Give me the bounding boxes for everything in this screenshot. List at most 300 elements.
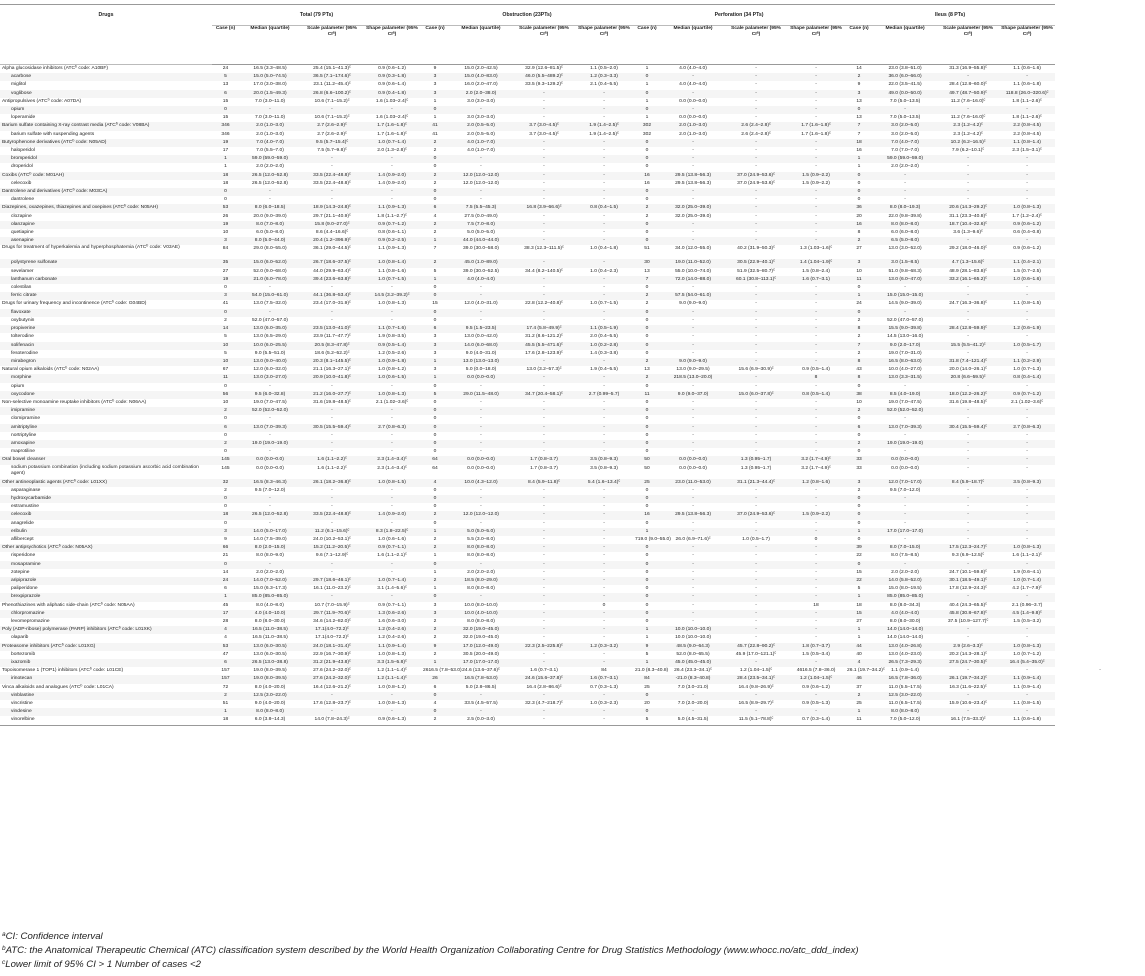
scale-cell: - — [725, 155, 787, 163]
scale-cell: - — [543, 635, 545, 641]
median-cell: 4.0 (4.0–4.0) — [679, 82, 707, 88]
shape-cell: - — [575, 708, 633, 716]
scale-cell: 1.7 (0.8–3.7) — [530, 465, 558, 471]
scale-cell: - — [725, 309, 787, 317]
median-cell: - — [661, 561, 725, 569]
scale-cell: - — [937, 495, 999, 503]
scale-cell: - — [755, 399, 757, 405]
table-row — [0, 684, 1145, 692]
median-cell: - — [692, 569, 694, 575]
shape-cell: 2.2 (0.8–4.5) — [1013, 131, 1041, 137]
case-cell: 38 — [845, 391, 873, 399]
shape-cell: - — [815, 66, 817, 71]
shape-cell: - — [787, 90, 845, 98]
shape-cell: - — [787, 325, 845, 333]
shape-cell: - — [363, 708, 421, 716]
case-cell: 9 — [857, 82, 861, 88]
shape-cell: - — [363, 561, 421, 569]
case-cell: 0 — [433, 317, 437, 323]
median-header: Median (quartile) — [873, 26, 937, 65]
shape-cell: - — [603, 197, 605, 203]
scale-cell: - — [725, 708, 787, 716]
shape-cell: 1.2 (0.4–2.6) — [378, 635, 406, 641]
median-cell: 26.5 (12.0–52.8) — [239, 172, 301, 180]
scale-cell: - — [755, 602, 757, 608]
median-cell: - — [692, 586, 694, 592]
case-cell: 3 — [212, 528, 239, 536]
case-cell: 0 — [645, 432, 649, 438]
shape-cell: - — [787, 593, 845, 601]
median-cell: 8.0 (8.0–9.0) — [256, 553, 284, 559]
scale-cell: 48.9 $(28.1-83.8)^c$ — [949, 266, 987, 274]
drug-name-cell: Other antipsychotics (ATC$^b$ code: N05AX) — [0, 544, 212, 552]
table-row — [0, 659, 1145, 667]
median-cell: 13.0 (7.0–39.3) — [873, 424, 937, 432]
table-row — [0, 276, 1145, 284]
shape-cell: - — [1026, 432, 1028, 438]
shape-cell: 3.2 $(1.7-4.9)^c$ — [787, 456, 845, 464]
median-cell: 4.0 (1.0–7.0) — [449, 139, 513, 147]
shape-cell: - — [575, 172, 633, 180]
shape-cell: 16.4 $(5.4-35.0)^c$ — [999, 659, 1055, 667]
median-cell: 57.5 (54.0–61.0) — [661, 292, 725, 300]
median-cell: - — [904, 416, 906, 422]
shape-cell: - — [787, 358, 845, 366]
table-row — [0, 585, 1145, 593]
median-cell: 12.5 (3.0–22.0) — [873, 692, 937, 700]
median-cell: 1.1 (0.9–1.4) — [891, 668, 919, 674]
case-cell: 1 — [421, 358, 449, 366]
scale-cell: - — [513, 708, 575, 716]
table-row — [0, 188, 1145, 196]
scale-cell: 34.6 $(14.2-82.0)^c$ — [313, 617, 351, 624]
case-cell: 1 — [633, 626, 661, 634]
scale-cell: 40.2 $(31.9-50.3)^c$ — [737, 244, 775, 252]
scale-cell: 20.0 $(14.0-26.1)^c$ — [949, 365, 987, 373]
scale-cell: 20.3 $(8.1-145.5)^c$ — [301, 358, 363, 366]
median-cell: 5.0 (5.0–5.0) — [449, 528, 513, 536]
drug-name-cell: Butyrophenone derivatives (ATC$^b$ code: N05AD) — [0, 139, 212, 147]
median-cell: 55.0 (10.0–74.0) — [675, 268, 711, 274]
shape-cell: - — [391, 487, 393, 493]
case-cell: 13 — [222, 82, 229, 88]
median-cell: 16.5 (7.8–53.0) — [449, 675, 513, 683]
drug-name-cell: haloperidol — [11, 148, 35, 154]
median-cell: 15.0 (2.0–42.5) — [464, 66, 498, 71]
scale-cell: - — [543, 213, 545, 219]
scale-cell: 11.5 $(5.1-78.8)^c$ — [725, 716, 787, 725]
case-cell: 0 — [633, 309, 661, 317]
scale-cell: - — [937, 155, 999, 163]
scale-cell: - — [937, 626, 999, 634]
case-cell: 2 — [857, 350, 861, 356]
table-row — [0, 259, 1145, 267]
median-cell: 72.0 (14.0–88.0) — [661, 276, 725, 284]
case-cell: 0 — [845, 495, 873, 503]
scale-cell: - — [937, 456, 999, 464]
drug-name-cell: Barium sulfate containing X-ray contrast media (ATC$^b$ code: V08BA) — [0, 122, 212, 130]
median-cell: 12.5 (3.0–22.0) — [239, 692, 301, 700]
drug-name-cell: ixazomib — [0, 659, 212, 667]
scale-cell: - — [543, 399, 545, 405]
case-cell: 7 — [857, 131, 861, 137]
scale-cell: 1.3 (0.95–1.7) — [740, 465, 772, 471]
case-cell: 1 — [421, 276, 449, 284]
median-cell: 19.0 (7.0–31.0) — [888, 350, 922, 356]
scale-cell: 45.7 $(22.8-90.2)^c$ — [725, 643, 787, 651]
median-cell: - — [480, 449, 482, 455]
median-cell: 8.0 (4.0–20.0) — [254, 684, 286, 690]
case-cell: 2 — [433, 148, 437, 154]
shape-cell: - — [999, 626, 1055, 634]
scale-cell: 9.3 $(6.9-12.5)^c$ — [951, 551, 985, 559]
scale-cell: - — [725, 440, 787, 448]
median-cell: 14.0 (5.0–17.0) — [239, 528, 301, 536]
median-cell: 13.0 (7.5–32.0) — [253, 301, 287, 307]
scale-cell: 30.4 $(15.5-59.4)^c$ — [937, 424, 999, 432]
shape-cell: 0.8 (0.4–1.5) — [575, 204, 633, 212]
case-cell: 0 — [857, 520, 861, 526]
median-cell: 0.0 (0.0–0.0) — [679, 98, 707, 104]
table-row — [0, 196, 1145, 204]
scale-cell: 36.1 $(29.0-44.5)^c$ — [313, 244, 351, 252]
case-cell: 157 — [212, 675, 239, 683]
median-cell: - — [661, 155, 725, 163]
case-cell: 0 — [633, 188, 661, 196]
shape-cell: - — [787, 155, 845, 163]
drug-name-cell: loperamide — [11, 115, 36, 121]
drug-name-cell: nortriptyline — [11, 432, 37, 438]
shape-cell: - — [999, 106, 1055, 114]
case-cell: 0 — [645, 383, 649, 389]
case-cell: 0 — [433, 285, 437, 291]
table-row — [0, 391, 1145, 399]
shape-cell: - — [1026, 285, 1028, 291]
median-cell: 8.0 (2.0–15.0) — [239, 544, 301, 552]
case-cell: 16 — [633, 172, 661, 180]
shape-cell: - — [815, 301, 817, 307]
shape-cell: - — [815, 115, 817, 121]
case-cell: 2 — [845, 440, 873, 448]
case-cell: 0 — [645, 197, 649, 203]
case-cell: 1 — [224, 164, 227, 170]
case-cell: 10 — [222, 230, 229, 236]
case-cell: 0 — [421, 440, 449, 448]
case-cell: 0 — [421, 424, 449, 432]
shape-cell: 1.0 (0.7–1.3) — [1013, 367, 1041, 373]
shape-cell: 1.9 (0.4–5.5) — [590, 367, 618, 373]
shape-cell: 1.9 (0.8–3.5) — [378, 334, 406, 340]
median-cell: - — [661, 424, 725, 432]
shape-cell: 2.3 $(1.4-3.4)^c$ — [377, 463, 407, 471]
table-row — [0, 155, 1145, 163]
scale-cell: 16.8 $(3.9-66.6)^c$ — [513, 204, 575, 212]
scale-cell: - — [937, 73, 999, 81]
scale-cell: - — [725, 407, 787, 415]
case-cell: 0 — [633, 544, 661, 552]
shape-cell: - — [603, 180, 605, 186]
drug-name-cell: clomipramine — [11, 416, 41, 422]
drug-name-cell: eribulin — [0, 528, 212, 536]
case-cell: 18 — [212, 172, 239, 180]
scale-cell: - — [725, 593, 787, 601]
shape-cell: - — [363, 309, 421, 317]
scale-cell: 16.4 $(9.8-26.9)^c$ — [738, 682, 774, 690]
case-cell: 51 — [222, 701, 229, 707]
case-cell: 0 — [633, 561, 661, 569]
shape-cell: - — [575, 577, 633, 585]
case-cell: 5 — [421, 391, 449, 399]
case-cell: 2 — [433, 651, 437, 657]
median-cell: 20.0 (9.0–39.0) — [253, 213, 287, 219]
case-cell: 15 — [856, 569, 862, 575]
drug-name-cell: irinotecan — [0, 675, 212, 683]
shape-cell: 1.0 (0.8–1.3) — [999, 544, 1055, 552]
scale-cell: 31.6 $(19.8-48.5)^c$ — [313, 398, 351, 405]
case-cell: 302 — [642, 131, 652, 137]
case-cell: 2 — [433, 635, 437, 641]
scale-cell: 8.6 $(4.4-16.6)^c$ — [315, 228, 349, 236]
median-cell: - — [692, 197, 694, 203]
shape-cell: 2.1 (0.4–5.5) — [590, 82, 618, 88]
scale-cell: - — [755, 230, 757, 236]
case-cell: 21 — [222, 553, 229, 559]
case-cell: 0 — [433, 487, 437, 493]
shape-cell: 2.0 $(1.3-2.8)^c$ — [377, 146, 407, 154]
median-cell: - — [480, 432, 482, 438]
median-cell: - — [692, 148, 694, 154]
shape-cell: 1.1 (0.6–1.6) — [1013, 66, 1041, 71]
shape-cell: 1.5 (0.9–2.2) — [787, 172, 845, 180]
shape-cell: 0.9 (0.4–1.8) — [363, 90, 421, 98]
case-cell: 67 — [222, 367, 229, 373]
scale-cell: - — [755, 148, 757, 154]
median-cell: 26.5 (13.0–38.8) — [239, 659, 301, 667]
drug-name-cell: barium sulfate with suspending agents — [11, 131, 95, 137]
scale-cell: 23.4 $(17.0-31.9)^c$ — [313, 299, 351, 307]
median-cell: - — [480, 520, 482, 526]
case-cell: 43 — [856, 367, 862, 373]
shape-cell: 0.9 (0.5–1.4) — [363, 342, 421, 350]
shape-cell: 2.7 (0.99–5.7) — [575, 391, 633, 399]
median-cell: 29.5 (13.8–56.3) — [661, 172, 725, 180]
median-cell: 8.0 (4.0–8.0) — [256, 602, 284, 608]
median-cell: - — [692, 553, 694, 559]
table-row — [0, 610, 1145, 618]
drug-name-cell: mirabegron — [0, 358, 212, 366]
table-row — [0, 90, 1145, 98]
shape-cell: - — [603, 569, 605, 575]
shape-cell: 1.0 (0.4–2.3) — [590, 268, 618, 274]
scale-cell: 20.2 $(14.3-28.1)^c$ — [949, 650, 987, 657]
table-row — [0, 81, 1145, 89]
case-cell: 27 — [222, 268, 229, 274]
shape-cell: 0.8 (0.5–1.4) — [787, 391, 845, 399]
median-cell: 14.5 (13.0–16.0) — [887, 334, 923, 340]
drug-name-cell: Drugs for treatment of hyperkalemia and hyperphosphatemia (ATC$^b$ code: V03AE) — [2, 243, 180, 251]
median-cell: 11.0 (5.5–17.5) — [888, 684, 922, 690]
table-row — [0, 366, 1145, 374]
median-cell: - — [480, 416, 482, 422]
median-cell: - — [692, 317, 694, 323]
table-row — [0, 440, 1145, 448]
case-cell: 50 — [644, 465, 650, 471]
table-row — [0, 383, 1145, 391]
median-cell: 32.0 (19.0–45.0) — [449, 626, 513, 634]
case-cell: 0 — [645, 449, 649, 455]
scale-cell: - — [755, 82, 757, 88]
scale-cell: - — [513, 358, 575, 366]
median-cell: - — [269, 383, 271, 389]
median-cell: 8.0 (8.0–8.0) — [467, 586, 495, 592]
median-cell: 6.0 (3.8–14.3) — [239, 716, 301, 725]
scale-cell: - — [755, 350, 757, 356]
case-cell: 64 — [432, 465, 438, 471]
case-cell: 16 — [633, 511, 661, 519]
median-cell: - — [692, 487, 694, 493]
scale-cell: - — [513, 716, 575, 725]
case-cell: 1 — [433, 569, 437, 575]
median-cell: - — [239, 561, 301, 569]
median-cell: 52.0 (52.0–52.0) — [239, 407, 301, 415]
drug-name-cell: oxycodone — [0, 391, 212, 399]
scale-cell: 17.5 $(12.3-24.7)^c$ — [937, 544, 999, 552]
shape-cell: - — [603, 148, 605, 154]
scale-cell: - — [543, 619, 545, 624]
scale-cell: 33.5 $(22.4-48.8)^c$ — [301, 172, 363, 180]
scale-cell: 1.6 (0.7–3.1) — [530, 668, 558, 674]
shape-cell: - — [787, 221, 845, 229]
drug-name-cell: Other antineoplastic agents (ATC$^b$ code: L01XX) — [0, 479, 212, 487]
shape-cell: - — [603, 619, 605, 624]
shape-cell: - — [603, 651, 605, 657]
shape-cell: 1.5 (0.9–2.2) — [787, 511, 845, 519]
scale-cell: - — [331, 285, 333, 291]
case-cell: 0 — [212, 561, 239, 569]
shape-cell: - — [575, 440, 633, 448]
scale-cell: - — [937, 292, 999, 300]
scale-cell: - — [967, 180, 969, 186]
table-row — [0, 284, 1145, 292]
median-cell: - — [661, 188, 725, 196]
scale-cell: - — [543, 98, 545, 104]
case-cell: 1 — [645, 82, 649, 88]
shape-cell: 1.7 $(1.6-1.8)^c$ — [801, 129, 831, 137]
case-cell: 0 — [633, 577, 661, 585]
case-cell: 44 — [845, 643, 873, 651]
case-cell: 41 — [421, 122, 449, 130]
scale-cell: - — [725, 626, 787, 634]
median-cell: -21.0 (8.3–40.8) — [661, 675, 725, 683]
shape-cell: - — [575, 626, 633, 634]
case-cell: 0 — [857, 536, 861, 542]
shape-cell: - — [787, 204, 845, 212]
median-cell: - — [269, 416, 271, 422]
median-cell: 52.0 (47.0–57.0) — [887, 317, 923, 323]
scale-cell: 11.2 $(6.1-15.6)^c$ — [301, 528, 363, 536]
case-cell: 2 — [433, 619, 437, 624]
shape-cell: - — [1026, 350, 1028, 356]
case-cell: 3 — [421, 73, 449, 81]
case-cell: 1 — [433, 586, 437, 592]
shape-cell: - — [787, 659, 845, 667]
shape-cell: - — [391, 449, 393, 455]
case-cell: 5 — [224, 350, 227, 356]
shape-cell: - — [391, 285, 393, 291]
shape-cell: 3.5 (0.8–9.3) — [575, 456, 633, 464]
case-cell: 1 — [645, 115, 649, 121]
median-cell: 3.0 (1.5–8.5) — [873, 259, 937, 267]
median-cell: 32.0 (25.0–39.0) — [661, 204, 725, 212]
median-cell: 2.0 (2.0–2.0) — [891, 164, 919, 170]
shape-cell: - — [575, 139, 633, 147]
shape-cell: - — [603, 635, 605, 641]
shape-cell: - — [391, 520, 393, 526]
shape-cell: - — [815, 416, 817, 422]
case-cell: 0 — [224, 383, 227, 389]
scale-cell: - — [937, 309, 999, 317]
shape-cell: 1.6 (0.6–3.0) — [378, 619, 406, 624]
table-row — [0, 602, 1145, 610]
drug-name-cell: amitriptyline — [0, 424, 212, 432]
case-cell: 0 — [857, 285, 861, 291]
case-cell: 7 — [845, 122, 873, 130]
scale-cell: 45.9 $(17.0-121.1)^c$ — [735, 650, 777, 657]
case-cell: 0 — [645, 350, 649, 356]
shape-cell: - — [999, 188, 1055, 196]
median-cell: 8.0 (8.0–8.0) — [467, 619, 495, 624]
scale-cell: 27.5 $(24.7-30.5)^c$ — [937, 659, 999, 667]
shape-cell: 1.6 $(1.03-2.4)^c$ — [375, 113, 409, 121]
shape-cell: 1.4 (0.9–2.0) — [363, 511, 421, 519]
scale-cell: - — [755, 301, 757, 307]
case-cell: 6 — [212, 659, 239, 667]
scale-cell: 11.2 $(7.6-16.0)^c$ — [950, 113, 986, 121]
median-cell: - — [661, 221, 725, 229]
shape-cell: - — [815, 569, 817, 575]
scale-cell: 28.4 $(23.5-34.1)^c$ — [725, 675, 787, 683]
median-cell: 7.0 (3.0–21.0) — [677, 684, 709, 690]
table-row — [0, 495, 1145, 503]
scale-cell: - — [937, 237, 999, 245]
scale-cell: - — [543, 569, 545, 575]
median-cell: 22.0 (9.8–39.8) — [888, 213, 922, 219]
scale-cell: 8.4 $(5.9-11.8)^c$ — [513, 479, 575, 487]
median-cell: 2.0 (2.0–2.0) — [467, 569, 495, 575]
shape-cell: - — [815, 449, 817, 455]
scale-cell: 21.1 $(16.3-27.1)^c$ — [313, 365, 351, 373]
shape-cell: 0.9 (0.5–1.3) — [802, 701, 830, 707]
shape-cell: - — [575, 155, 633, 163]
median-cell: - — [449, 708, 513, 716]
median-header: Median (quartile) — [661, 26, 725, 65]
median-cell: 14.5 (9.0–39.0) — [888, 301, 922, 307]
median-cell: - — [873, 309, 937, 317]
case-cell: 0 — [633, 708, 661, 716]
median-cell: - — [449, 188, 513, 196]
scale-cell: 9.6 $(7.1-12.9)^c$ — [315, 551, 349, 559]
median-cell: - — [449, 407, 513, 415]
median-cell: 39.0 (30.0–52.5) — [463, 268, 499, 274]
shape-cell: - — [1026, 449, 1028, 455]
drug-name-cell: levomepromazine — [11, 619, 50, 624]
median-cell: - — [661, 325, 725, 333]
drug-name-cell: oxybutynin — [11, 317, 35, 323]
table-row — [0, 122, 1145, 130]
scale-cell: 31.2 $(8.6-121.2)^c$ — [525, 332, 563, 340]
scale-cell: 16.4 $(12.6-21.2)^c$ — [313, 682, 351, 690]
table-row — [0, 536, 1145, 544]
